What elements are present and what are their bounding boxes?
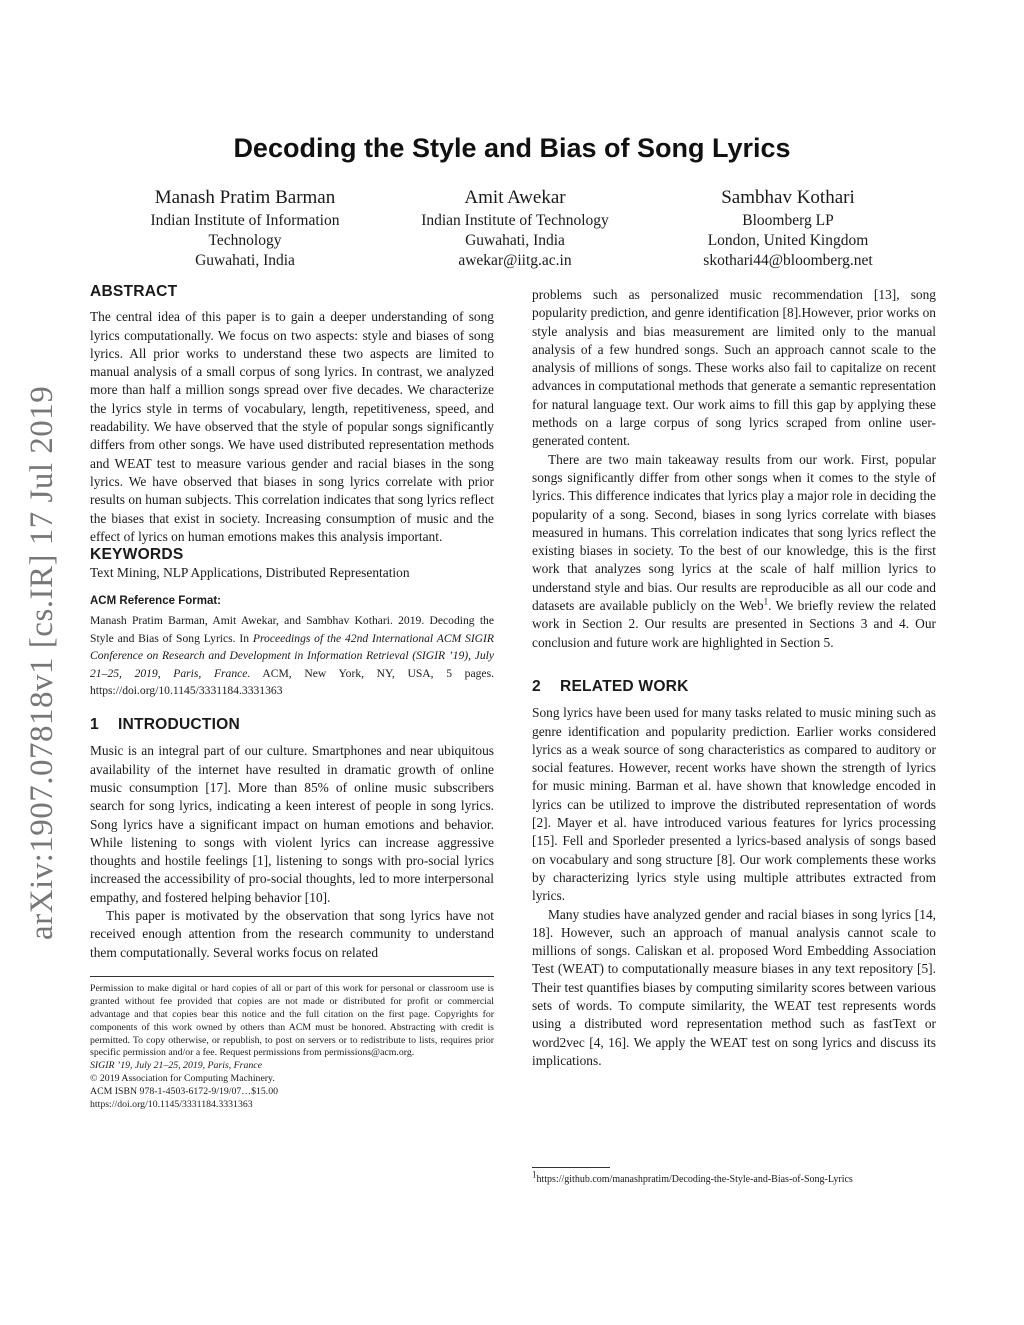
copyright-line: © 2019 Association for Computing Machinery. [90, 1073, 275, 1085]
right-column [532, 286, 936, 1185]
acm-reference-heading: ACM Reference Format: [90, 594, 221, 607]
author-affiliation: Indian Institute of Information [150, 212, 340, 229]
footnote-marker: 1 [763, 596, 769, 607]
author-3 [663, 186, 913, 271]
author-affiliation: Technology [208, 232, 282, 249]
permission-text: Permission to make digital or hard copies of all or part of this work for personal or classroom use is granted without fee provided that copies are not made or distributed for profit or commercial advantage and that copies bear this notice and the full citation on the first page. Copyrights for components of this work owned by others than ACM must be honored. Abstracting with credit is permitted. To copy otherwise, or republish, to post on servers or to redistribute to lists, requires prior specific permission and/or a fee. Request permissions from permissions@acm.org. [90, 982, 494, 1059]
paragraph-text: . We briefly review the related work in Section 2. Our results are presented in Sections 3 and 4. Our conclusion and future work are highlighted in Section 5. [532, 598, 936, 650]
section-heading-related-work [532, 678, 936, 696]
paper-title: Decoding the Style and Bias of Song Lyrics [233, 133, 791, 163]
keywords-text: Text Mining, NLP Applications, Distributed Representation [90, 565, 410, 581]
author-location: London, United Kingdom [707, 232, 869, 249]
permission-notice [90, 983, 494, 1112]
paragraph: Many studies have analyzed gender and racial biases in song lyrics [14, 18]. However, such an approach of manual analysis cannot scale to millions of songs. Caliskan et al. proposed Word Embedding Association Test (WEAT) to computationally measure biases in any text repository [5]. Their test quantifies biases by computing similarity scores between various sets of words. To compute similarity, the WEAT test represents words using a distributed word representation method such as fastText or word2vec [4, 16]. We apply the WEAT test on song lyrics and discuss its implications. [532, 906, 936, 1068]
author-2 [390, 186, 640, 271]
keywords-heading: KEYWORDS [90, 546, 184, 564]
author-1 [120, 186, 370, 271]
author-name: Sambhav Kothari [721, 187, 855, 208]
acm-reference-tail: ACM, New York, NY, USA, 5 pages. https://doi.org/10.1145/3331184.3331363 [90, 666, 494, 698]
author-affiliation: Bloomberg LP [742, 212, 834, 229]
left-column [90, 283, 494, 1112]
footnote-url: https://github.com/manashpratim/Decoding-the-Style-and-Bias-of-Song-Lyrics [536, 1174, 853, 1185]
doi-line: https://doi.org/10.1145/3331184.3331363 [90, 1099, 253, 1111]
acm-reference-venue: Proceedings of the 42nd International ACM SIGIR Conference on Research and Development in Information Retrieval (SIGIR ’19), July 21–25, 2019, Paris, France. [90, 631, 494, 680]
footnote-divider [532, 1167, 610, 1168]
section-title: INTRODUCTION [118, 716, 240, 734]
arxiv-identifier-stamp: arXiv:1907.07818v1 [cs.IR] 17 Jul 2019 [24, 385, 60, 940]
conference-venue: SIGIR ’19, July 21–25, 2019, Paris, France [90, 1060, 262, 1072]
author-email: skothari44@bloomberg.net [703, 252, 873, 269]
paragraph: Music is an integral part of our culture. Smartphones and near ubiquitous availability of the internet have resulted in dramatic growth of online music consumption [17]. More than 85% of online music subscribers search for song lyrics, indicating a keen interest of people in song lyrics. Song lyrics have a significant impact on human emotions and behavior. While listening to songs with violent lyrics can increase aggressive thoughts and hostile feelings [1], listening to songs with pro-social lyrics increased the accessibility of pro-social thoughts, led to more interpersonal empathy, and fostered helping behavior [10]. [90, 743, 494, 905]
paragraph: Song lyrics have been used for many tasks related to music mining such as genre identification and popularity prediction. Earlier works considered lyrics as a weak source of song characteristics as compared to auditory or social features. However, recent works have shown the strength of lyrics for music mining. Barman et al. have shown that knowledge encoded in lyrics can be utilized to improve the distributed representation of words [2]. Mayer et al. have introduced various features for lyrics processing [15]. Fell and Sporleder presented a lyrics-based analysis of songs based on vocabulary and song structure [8]. Our work complements these works by characterizing lyrics style using multiple attributes extracted from lyrics. [532, 705, 936, 904]
footnote-number: 1 [532, 1169, 537, 1180]
acm-reference-lead: Manash Pratim Barman, Amit Awekar, and Sambhav Kothari. 2019. Decoding the Style and Bias of Song Lyrics. In [90, 614, 494, 645]
section-number: 2 [532, 677, 541, 695]
author-affiliation: Indian Institute of Technology [421, 212, 609, 229]
section-title: RELATED WORK [560, 677, 689, 695]
author-location: Guwahati, India [465, 232, 565, 249]
author-email: awekar@iitg.ac.in [458, 252, 572, 269]
section-heading-introduction [90, 716, 494, 734]
author-name: Manash Pratim Barman [154, 187, 336, 208]
footnote [532, 1169, 936, 1186]
abstract-heading: ABSTRACT [90, 283, 178, 300]
isbn-line: ACM ISBN 978-1-4503-6172-9/19/07…$15.00 [90, 1086, 279, 1098]
paragraph [532, 451, 936, 652]
author-name: Amit Awekar [464, 187, 566, 208]
paragraph: This paper is motivated by the observation that song lyrics have not received enough attention from the research community to understand them computationally. Several works focus on related [90, 907, 494, 960]
section-number: 1 [90, 716, 99, 734]
author-location: Guwahati, India [195, 252, 295, 269]
paragraph: problems such as personalized music recommendation [13], song popularity prediction, and genre identification [8].However, prior works on style analysis and bias measurement are limited only to the manual analysis of a few hundred songs. Such an approach cannot scale to the analysis of millions of songs. These works also fail to capitalize on recent advances in computational methods that generate a semantic representation for natural language text. Our work aims to fill this gap by applying these methods on a large corpus of song lyrics scraped from online user-generated content. [532, 287, 936, 449]
divider [90, 976, 494, 977]
abstract-text: The central idea of this paper is to gain a deeper understanding of song lyrics computationally. We focus on two aspects: style and biases of song lyrics. All prior works to understand these two aspects are limited to manual analysis of a small corpus of song lyrics. In contrast, we analyzed more than half a million songs spread over five decades. We characterize the lyrics style in terms of vocabulary, length, repetitiveness, speed, and readability. We have observed that the style of popular songs significantly differs from other songs. We have used distributed representation methods and WEAT test to measure various gender and racial biases in the song lyrics. We have observed that biases in song lyrics correlate with prior results on human subjects. This correlation indicates that song lyrics reflect the biases that exist in society. Increasing consumption of music and the effect of lyrics on human emotions makes this analysis important. [90, 309, 494, 544]
paragraph-text: There are two main takeaway results from our work. First, popular songs significantly differ from other songs when it comes to the style of lyrics. This difference indicates that lyrics play a major role in deciding the popularity of a song. Second, biases in song lyrics correlate with biases measured in humans. This correlation indicates that song lyrics reflect the existing biases in society. To the best of our knowledge, this is the first work that analyzes song lyrics at the scale of half million lyrics to understand style and bias. Our results are reproducible as all our code and datasets are available publicly on the Web [532, 451, 936, 614]
acm-reference-text [90, 612, 494, 700]
